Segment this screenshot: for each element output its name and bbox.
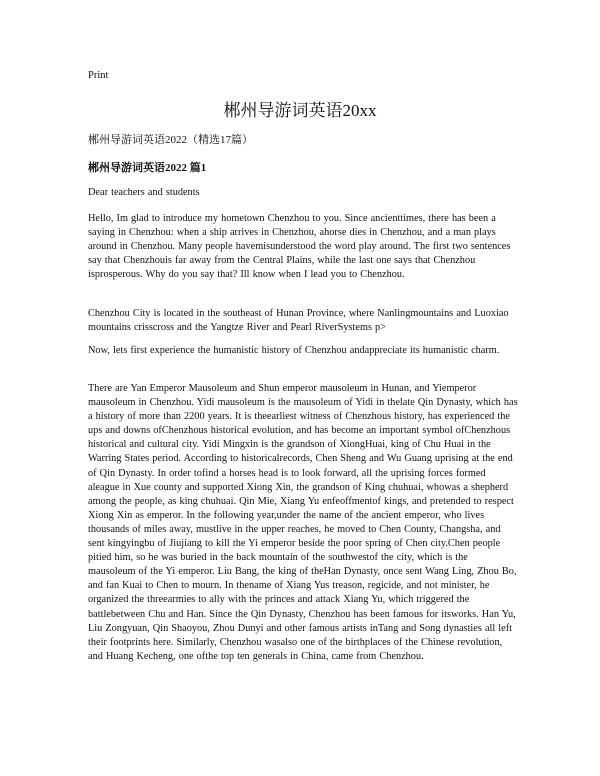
- print-label[interactable]: Print: [88, 70, 109, 81]
- paragraph-history: There are Yan Emperor Mausoleum and Shun emperor mausoleum in Hunan, and Yiemperor mausoleum in Chenzhou. Yidi mausoleum is the mausoleum of Yidi in thelate Qin Dynasty, which has a history of more than 2200 years. It is theearliest witness of Chenzhous history, has experienced the ups and downs ofChenzhous historical evolution, and has become an important symbol ofChenzhous historical and cultural city. Yidi Mingxin is the grandson of XiongHuai, king of Chu Huai in the Warring States period. According to historicalrecords, Chen Sheng and Wu Guang uprising at the end of Qin Dynasty. In order tofind a horses head is to look forward, all the uprising forces formed aleague in Xue county and supported Xiong Xin, the grandson of King chuhuai, whowas a shepherd among the people, as king chuhuai. Qin Mie, Xiang Yu enfeoffmentof kings, and pretended to respect Xiong Xin as emperor. In the following year,under the name of the ancient emperor, who lives thousands of miles away, mustlive in the upper reaches, he moved to Chen County, Changsha, and sent kingyingbu of Jiujiang to kill the Yi emperor beside the poor spring of Chen city.Chen people pitied him, so he was buried in the back mountain of the southwestof the city, which is the mausoleum of the Yi emperor. Liu Bang, the king of theHan Dynasty, once sent Wang Ling, Zhou Bo, and fan Kuai to Chen to mourn. In thename of Xiang Yus treason, regicide, and not minister, he organized the threearmies to ally with the princes and attack Xiang Yu, which triggered the battlebetween Chu and Han. Since the Qin Dynasty, Chenzhou has been famous for itsworks. Han Yu, Liu Zongyuan, Qin Shaoyou, Zhou Dunyi and other famous artists inTang and Song dynasties all left their footprints here. Similarly, Chenzhou wasalso one of the birthplaces of the Chinese revolution, and Huang Kecheng, one ofthe top ten generals in China, came from Chenzhou.: [88, 383, 518, 662]
- paragraph-greeting: Dear teachers and students: [88, 187, 200, 198]
- paragraph-location: Chenzhou City is located in the southeast of Hunan Province, where Nanlingmountains and Luoxiao mountains crisscross and the Yangtze River and Pearl RiverSystems p>: [88, 308, 509, 334]
- document-title: 郴州导游词英语20xx: [223, 101, 377, 120]
- section-heading: 郴州导游词英语2022 篇1: [88, 162, 207, 174]
- paragraph-humanistic: Now, lets first experience the humanistic history of Chenzhou andappreciate its humanistic charm.: [88, 345, 500, 356]
- document-subtitle: 郴州导游词英语2022（精选17篇）: [88, 134, 253, 146]
- paragraph-intro: Hello, Im glad to introduce my hometown Chenzhou to you. Since ancienttimes, there has been a saying in Chenzhou: when a ship arrives in Chenzhou, ahorse dies in Chenzhou, and a man plays around in Chenzhou. Many people havemisunderstood the word play around. The first two sentences say that Chenzhouis far away from the Central Plains, while the last one says that Chenzhou isprosperous. Why do you say that? Ill know when I lead you to Chenzhou.: [88, 213, 511, 281]
